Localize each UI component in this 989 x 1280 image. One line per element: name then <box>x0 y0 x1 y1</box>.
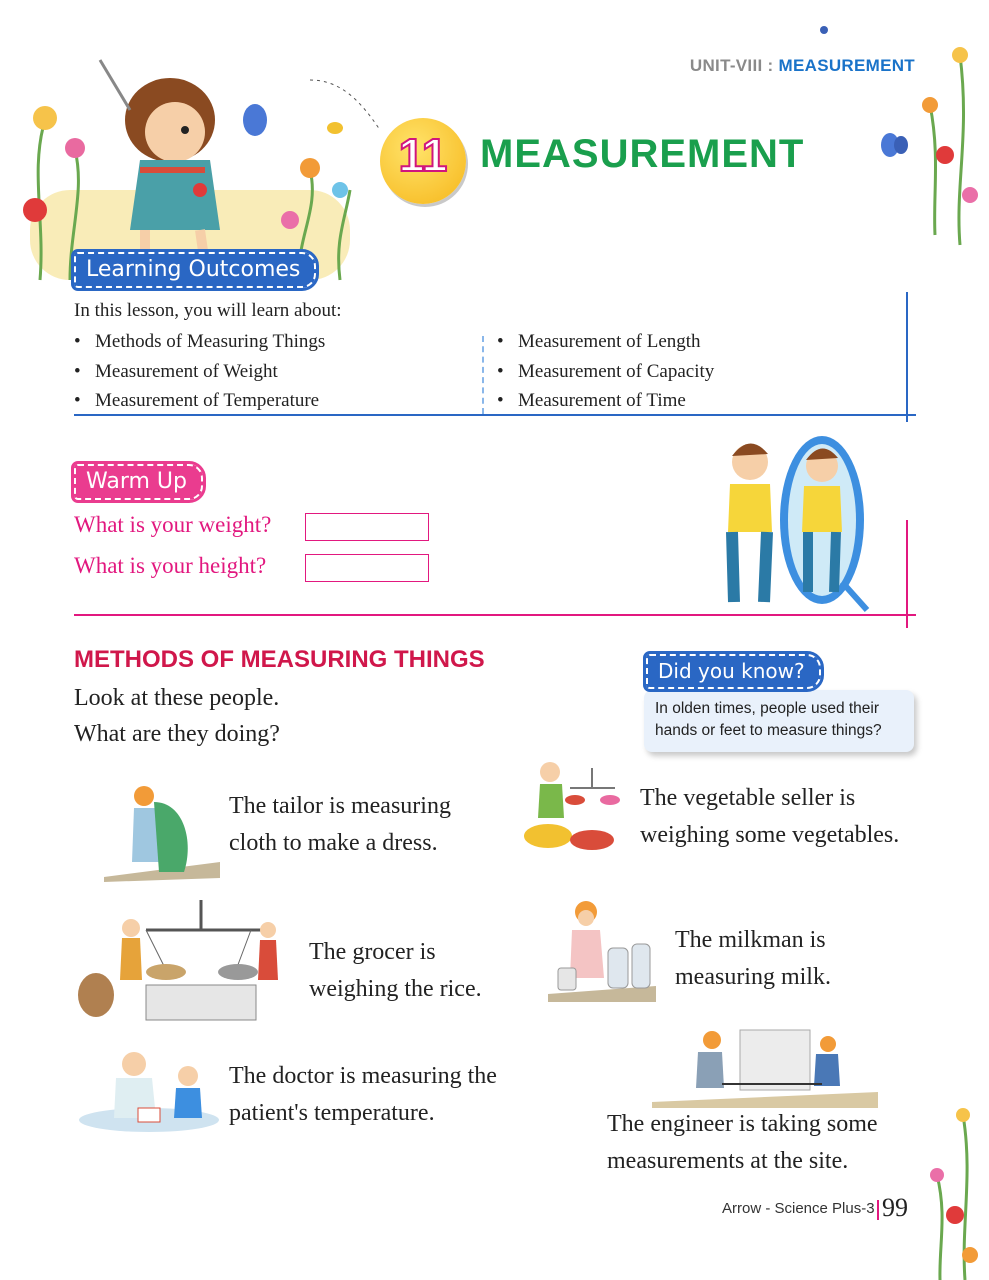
learning-outcomes-badge: Learning Outcomes <box>74 252 316 288</box>
warm-up-side-rule <box>906 520 908 628</box>
learning-outcomes-intro: In this lesson, you will learn about: <box>74 300 342 321</box>
list-item: • Measurement of Temperature <box>74 390 325 420</box>
flowers-decoration-bottom-right <box>925 1105 989 1280</box>
tailor-caption <box>229 788 451 862</box>
engineer-caption <box>607 1106 878 1180</box>
list-item: • Measurement of Time <box>497 390 714 420</box>
milkman-caption <box>675 922 831 996</box>
did-you-know-badge: Did you know? <box>646 654 821 689</box>
list-item: • Measurement of Weight <box>74 361 325 391</box>
warm-up-rule <box>74 614 916 616</box>
butterfly-icon <box>880 130 910 160</box>
learning-outcomes-left-list <box>74 331 325 420</box>
caption-line: cloth to make a dress. <box>229 830 438 856</box>
milkman-illustration <box>548 898 656 1002</box>
unit-header <box>690 56 915 76</box>
page-number: 99 <box>882 1193 908 1222</box>
chapter-number: 11 <box>398 129 448 181</box>
caption-line: weighing some vegetables. <box>640 822 900 848</box>
list-item: • Methods of Measuring Things <box>74 331 325 361</box>
tailor-illustration <box>104 782 220 882</box>
caption-line: patient's temperature. <box>229 1100 435 1126</box>
caption-line: The engineer is taking some <box>607 1111 878 1137</box>
did-you-know-text <box>655 698 917 742</box>
unit-name: MEASUREMENT <box>778 56 915 75</box>
caption-line: measuring milk. <box>675 964 831 990</box>
column-divider <box>482 336 484 414</box>
warm-up-badge: Warm Up <box>74 464 203 500</box>
caption-line: The tailor is measuring <box>229 793 451 819</box>
vegetable-seller-caption <box>640 780 899 854</box>
weight-question: What is your weight? <box>74 512 272 537</box>
doctor-illustration <box>76 1048 222 1134</box>
caption-line: weighing the rice. <box>309 976 482 1002</box>
caption-line: measurements at the site. <box>607 1148 849 1174</box>
small-bug-icon <box>818 24 830 36</box>
height-question: What is your height? <box>74 553 267 578</box>
flowers-decoration-top-right <box>915 35 989 245</box>
unit-prefix: UNIT-VIII : <box>689 56 779 75</box>
learning-outcomes-rule <box>74 414 916 416</box>
list-item: • Measurement of Capacity <box>497 361 714 391</box>
section-intro-line: Look at these people. <box>74 685 280 711</box>
doctor-caption <box>229 1058 497 1132</box>
caption-line: The doctor is measuring the <box>229 1063 497 1089</box>
grocer-illustration <box>76 900 286 1028</box>
section-heading: METHODS OF MEASURING THINGS <box>74 646 485 673</box>
caption-line: The vegetable seller is <box>640 785 856 811</box>
engineer-illustration <box>652 1022 878 1108</box>
did-you-know-line: In olden times, people used their <box>655 700 880 717</box>
height-answer-box[interactable] <box>305 554 429 582</box>
chapter-title: MEASUREMENT <box>480 132 805 176</box>
caption-line: The milkman is <box>675 927 826 953</box>
weight-answer-box[interactable] <box>305 513 429 541</box>
caption-line: The grocer is <box>309 939 436 965</box>
chapter-number-badge <box>380 118 466 204</box>
list-item: • Measurement of Length <box>497 331 714 361</box>
boy-mirror-illustration <box>712 432 872 612</box>
vegetable-seller-illustration <box>520 758 632 854</box>
learning-outcomes-side-rule <box>906 292 908 422</box>
learning-outcomes-right-list <box>497 331 714 420</box>
footer-separator <box>877 1200 879 1220</box>
section-intro-line: What are they doing? <box>74 721 280 747</box>
did-you-know-line: hands or feet to measure things? <box>655 722 882 739</box>
grocer-caption <box>309 934 482 1008</box>
footer-book-title: Arrow - Science Plus-3 <box>722 1200 875 1217</box>
